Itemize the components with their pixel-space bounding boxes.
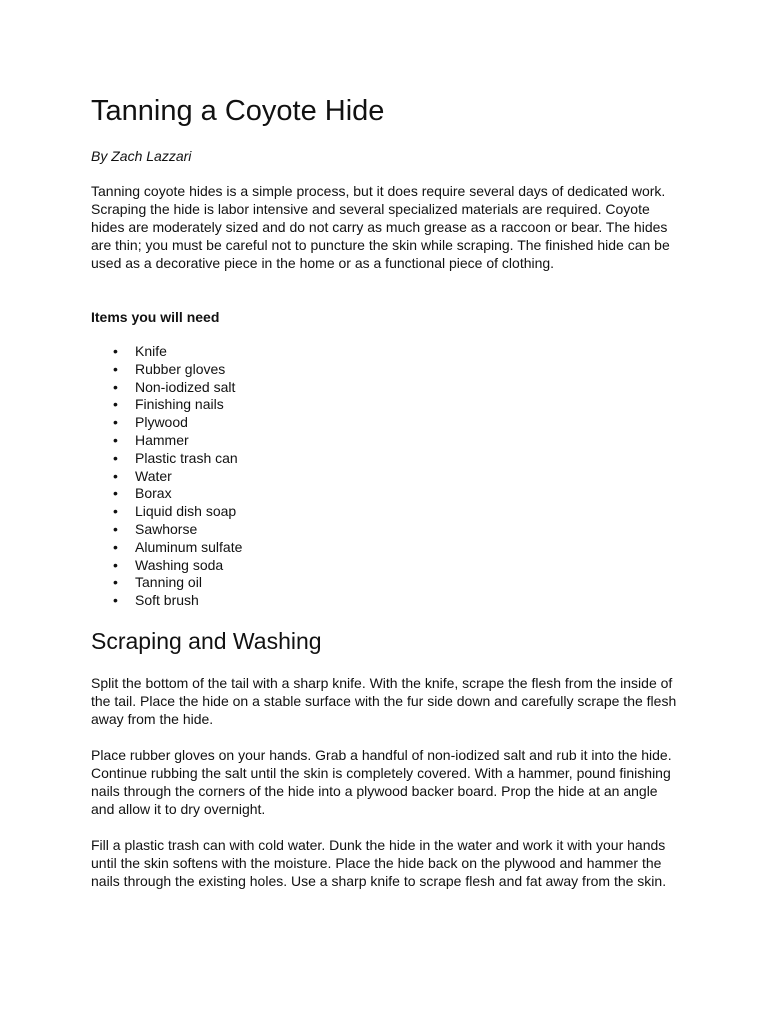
list-item <box>91 503 242 521</box>
intro-paragraph: Tanning coyote hides is a simple process, but it does require several days of dedicated work. Scraping the hide is labor intensive and several specialized materials are required. Coyote hides are moderately sized and do not carry as much grease as a raccoon or bear. The hides are thin; you must be careful not to puncture the skin while scraping. The finished hide can be used as a decorative piece in the home or as a functional piece of clothing. <box>91 183 670 271</box>
bullet-icon: • <box>113 574 118 591</box>
bullet-icon: • <box>113 467 118 484</box>
list-item-label: Finishing nails <box>135 396 224 413</box>
items-heading: Items you will need <box>91 309 220 325</box>
list-item <box>91 432 242 450</box>
list-item <box>91 574 242 592</box>
author-byline: By Zach Lazzari <box>91 148 192 164</box>
bullet-icon: • <box>113 520 118 537</box>
list-item <box>91 361 242 379</box>
list-item <box>91 592 242 610</box>
bullet-icon: • <box>113 538 118 555</box>
list-item <box>91 414 242 432</box>
list-item-label: Plywood <box>135 414 188 431</box>
bullet-icon: • <box>113 378 118 395</box>
list-item <box>91 468 242 486</box>
bullet-icon: • <box>113 485 118 502</box>
bullet-icon: • <box>113 556 118 573</box>
list-item <box>91 379 242 397</box>
list-item-label: Knife <box>135 343 167 359</box>
body-paragraph: Split the bottom of the tail with a sharp knife. With the knife, scrape the flesh from the inside of the tail. Place the hide on a stable surface with the fur side down and carefully scrape the flesh away from the hide. <box>91 675 677 727</box>
list-item-label: Borax <box>135 485 172 502</box>
bullet-icon: • <box>113 396 118 413</box>
list-item <box>91 343 242 361</box>
list-item <box>91 396 242 414</box>
list-item-label: Washing soda <box>135 556 224 573</box>
list-item <box>91 485 242 503</box>
bullet-icon: • <box>113 414 118 431</box>
list-item-label: Water <box>135 467 172 484</box>
bullet-icon: • <box>113 592 118 609</box>
list-item-label: Non-iodized salt <box>135 378 236 395</box>
bullet-icon: • <box>113 503 118 520</box>
list-item-label: Hammer <box>135 431 189 448</box>
list-item-label: Liquid dish soap <box>135 503 237 520</box>
list-item-label: Plastic trash can <box>135 449 238 466</box>
list-item <box>91 521 242 539</box>
items-list <box>91 343 242 610</box>
list-item-label: Aluminum sulfate <box>135 538 243 555</box>
bullet-icon: • <box>113 343 118 359</box>
list-item-label: Tanning oil <box>135 574 202 591</box>
list-item <box>91 450 242 468</box>
list-item-label: Sawhorse <box>135 520 198 537</box>
body-paragraph: Fill a plastic trash can with cold water. Dunk the hide in the water and work it with your hands until the skin softens with the moisture. Place the hide back on the plywood and hammer the nails through the existing holes. Use a sharp knife to scrape flesh and fat away from the skin. <box>91 837 667 889</box>
section-heading: Scraping and Washing <box>91 628 322 654</box>
bullet-icon: • <box>113 449 118 466</box>
page-title: Tanning a Coyote Hide <box>91 95 385 127</box>
bullet-icon: • <box>113 360 118 377</box>
list-item-label: Soft brush <box>135 592 199 609</box>
list-item-label: Rubber gloves <box>135 360 226 377</box>
bullet-icon: • <box>113 431 118 448</box>
list-item <box>91 557 242 575</box>
list-item <box>91 539 242 557</box>
body-paragraph: Place rubber gloves on your hands. Grab a handful of non-iodized salt and rub it into the hide. Continue rubbing the salt until the skin is completely covered. With a hammer, pound finishing nails through the corners of the hide into a plywood backer board. Prop the hide at an angle and allow it to dry overnight. <box>91 747 672 817</box>
